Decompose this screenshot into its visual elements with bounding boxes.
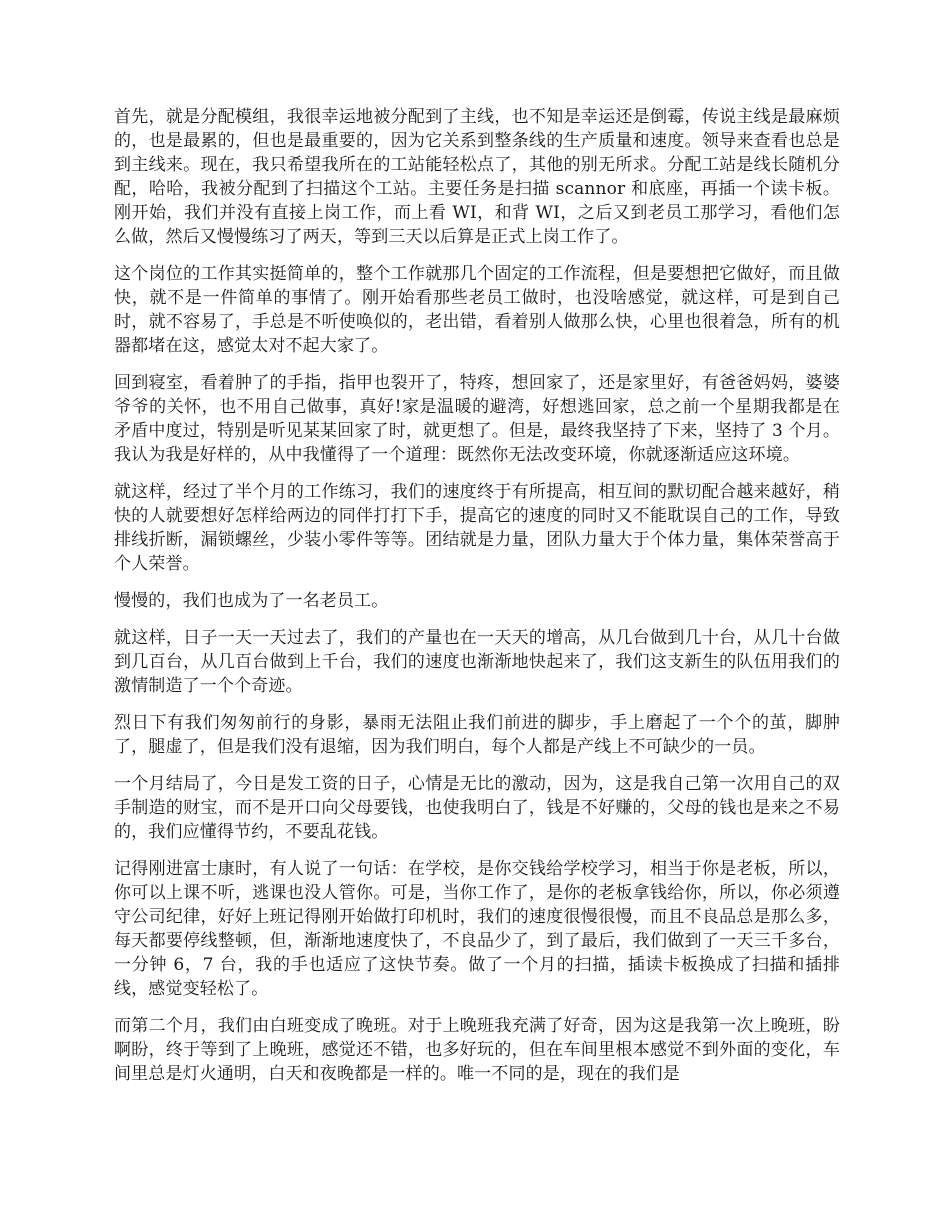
paragraph: 而第二个月，我们由白班变成了晚班。对于上晚班我充满了好奇，因为这是我第一次上晚班，盼啊盼，终于等到了上晚班，感觉还不错，也多好玩的，但在车间里根本感觉不到外面的变化，车间里总是灯火通明，白天和夜晚都是一样的。唯一不同的是，现在的我们是	[114, 1016, 840, 1084]
paragraph: 就这样，经过了半个月的工作练习，我们的速度终于有所提高，相互间的默切配合越来越好，稍快的人就要想好怎样给两边的同伴打打下手，提高它的速度的同时又不能耽误自己的工作，导致排线折断，漏锁螺丝，少装小零件等等。团结就是力量，团队力量大于个体力量，集体荣誉高于个人荣誉。	[114, 482, 840, 574]
paragraph: 一个月结局了，今日是发工资的日子，心情是无比的激动，因为，这是我自己第一次用自己的双手制造的财宝，而不是开口向父母要钱，也使我明白了，钱是不好赚的，父母的钱也是来之不易的，我们应懂得节约，不要乱花钱。	[114, 774, 840, 842]
paragraph: 回到寝室，看着肿了的手指，指甲也裂开了，特疼，想回家了，还是家里好，有爸爸妈妈，婆婆爷爷的关怀，也不用自己做事，真好!家是温暖的避湾，好想逃回家，总之前一个星期我都是在矛盾中度过，特别是听见某某回家了时，就更想了。但是，最终我坚持了下来，坚持了 3 个月。我认为我是好样的，从中我懂得了一个道理：既然你无法改变环境，你就逐渐适应这环境。	[114, 373, 840, 465]
paragraph: 这个岗位的工作其实挺简单的，整个工作就那几个固定的工作流程，但是要想把它做好，而且做快，就不是一件简单的事情了。刚开始看那些老员工做时，也没啥感觉，就这样，可是到自己时，就不容易了，手总是不听使唤似的，老出错，看着别人做那么快，心里也很着急，所有的机器都堵在这，感觉太对不起大家了。	[114, 264, 840, 356]
paragraph: 记得刚进富士康时，有人说了一句话：在学校，是你交钱给学校学习，相当于你是老板，所以，你可以上课不听，逃课也没人管你。可是，当你工作了，是你的老板拿钱给你，所以，你必须遵守公司纪律，好好上班记得刚开始做打印机时，我们的速度很慢很慢，而且不良品总是那么多，每天都要停线整顿，但，渐渐地速度快了，不良品少了，到了最后，我们做到了一天三千多台，一分钟 6，7 台，我的手也适应了这快节奏。做了一个月的扫描，插读卡板换成了扫描和插排线，感觉变轻松了。	[114, 859, 840, 999]
paragraph: 烈日下有我们匆匆前行的身影，暴雨无法阻止我们前进的脚步，手上磨起了一个个的茧，脚肿了，腿虚了，但是我们没有退缩，因为我们明白，每个人都是产线上不可缺少的一员。	[114, 713, 840, 757]
paragraph: 首先，就是分配模组，我很幸运地被分配到了主线，也不知是幸运还是倒霉，传说主线是最麻烦的，也是最累的，但也是最重要的，因为它关系到整条线的生产质量和速度。领导来查看也总是到主线来。现在，我只希望我所在的工站能轻松点了，其他的别无所求。分配工站是线长随机分配，哈哈，我被分配到了扫描这个工站。主要任务是扫描 scannor 和底座，再插一个读卡板。刚开始，我们并没有直接上岗工作，而上看 WI，和背 WI，之后又到老员工那学习，看他们怎么做，然后又慢慢练习了两天，等到三天以后算是正式上岗工作了。	[114, 107, 840, 247]
document-body	[114, 105, 840, 1099]
paragraph: 就这样，日子一天一天过去了，我们的产量也在一天天的增高，从几台做到几十台，从几十台做到几百台，从几百台做到上千台，我们的速度也渐渐地快起来了，我们这支新生的队伍用我们的激情制造了一个个奇迹。	[114, 628, 840, 696]
paragraph: 慢慢的，我们也成为了一名老员工。	[114, 591, 389, 611]
